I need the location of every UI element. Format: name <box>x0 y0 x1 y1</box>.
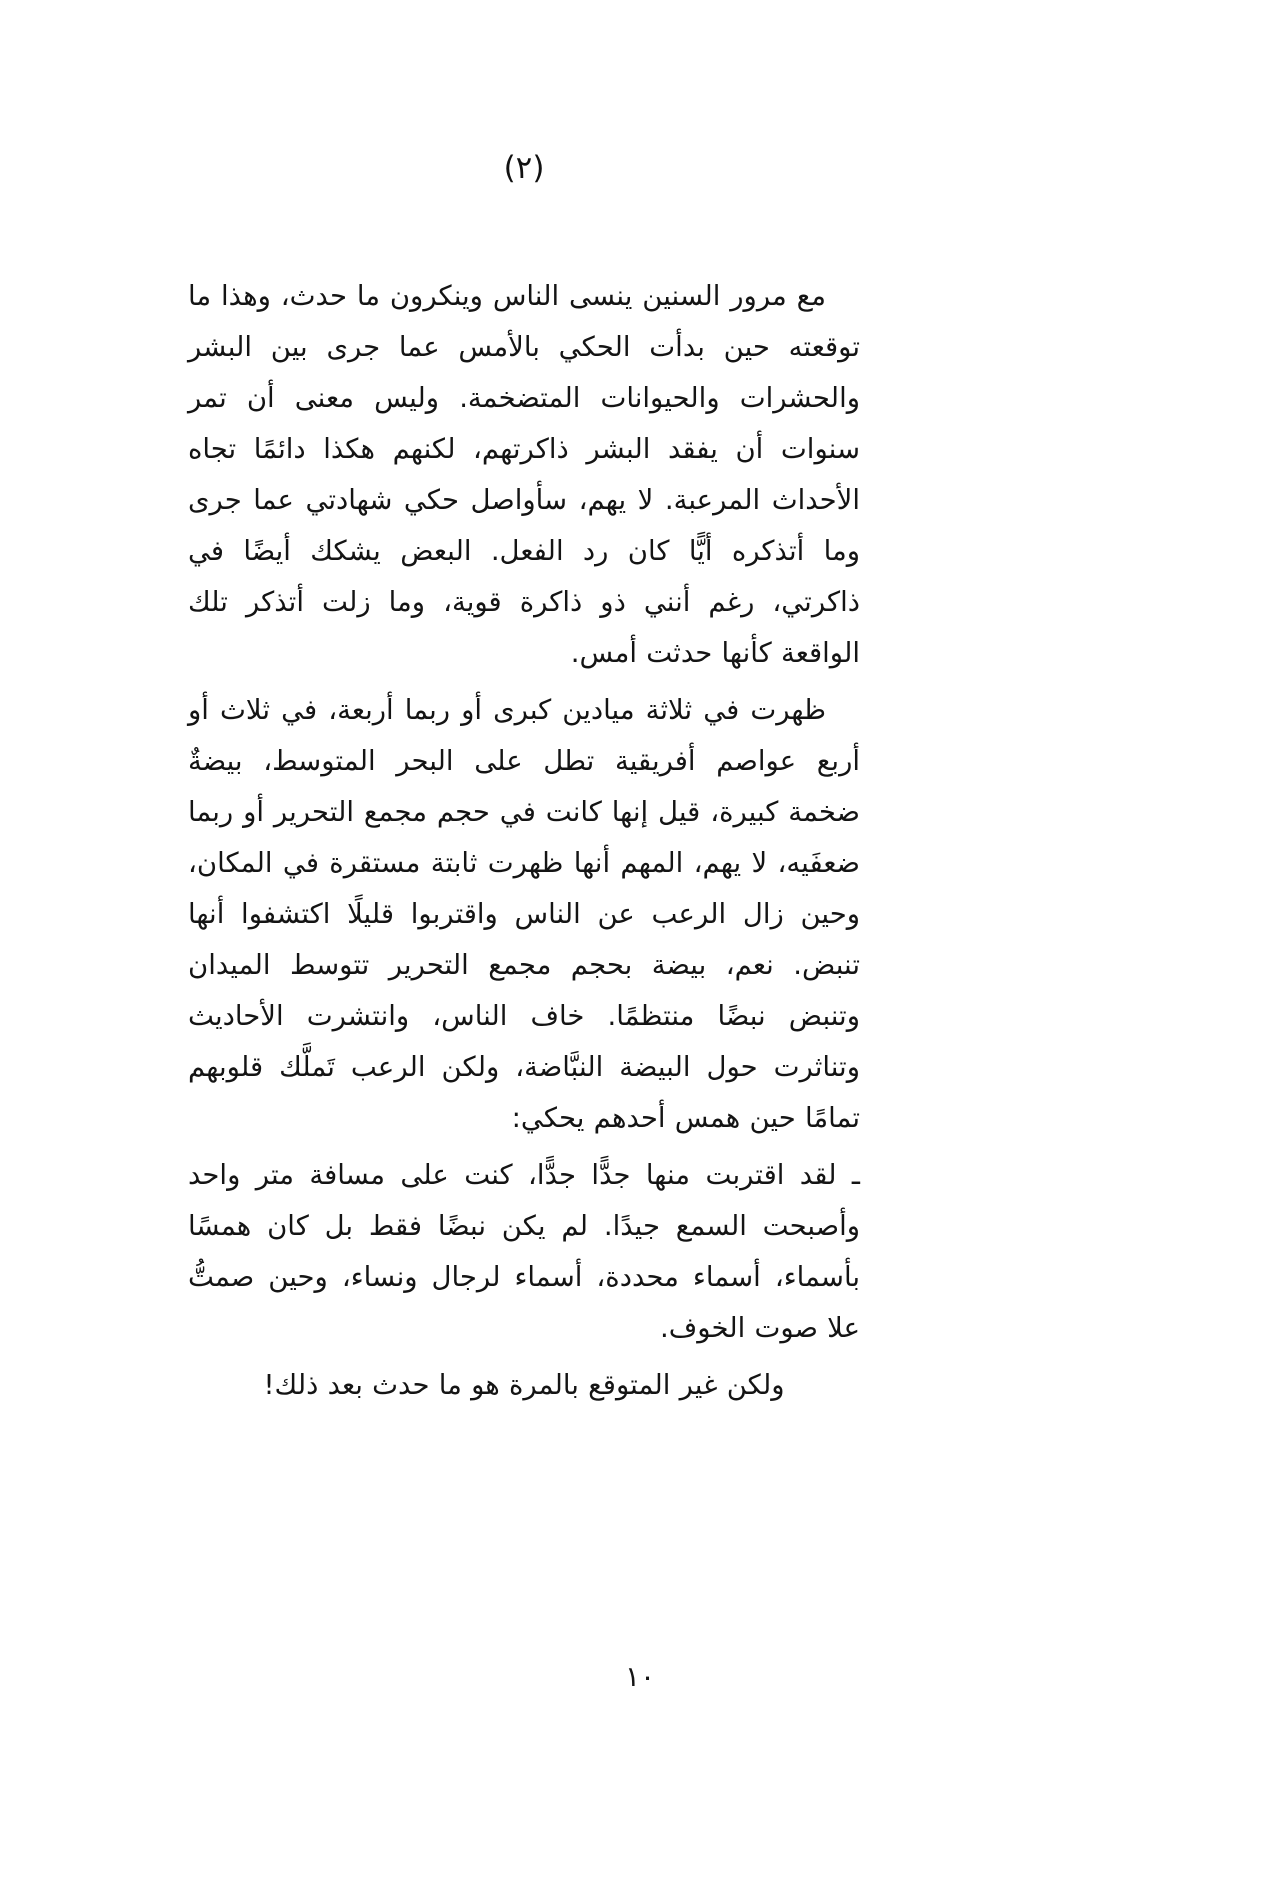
page-number: ١٠ <box>624 1660 656 1693</box>
closing-paragraph: ولكن غير المتوقع بالمرة هو ما حدث بعد ذلك! <box>263 1369 785 1402</box>
chapter-number-heading: (٢) <box>503 150 545 186</box>
page-content <box>188 150 860 1417</box>
dialogue-paragraph: ـ لقد اقتربت منها جدًّا جدًّا، كنت على مسافة متر واحد وأصبحت السمع جيدًا. لم يكن نبضًا فقط بل كان همسًا بأسماء، أسماء محددة، أسماء لرجال ونساء، وحين صمتُّ علا صوت الخوف. <box>188 1159 860 1345</box>
body-paragraph: ظهرت في ثلاثة ميادين كبرى أو ربما أربعة، في ثلاث أو أربع عواصم أفريقية تطل على البحر المتوسط، بيضةٌ ضخمة كبيرة، قيل إنها كانت في حجم مجمع التحرير أو ربما ضعفَيه، لا يهم، المهم أنها ظهرت ثابتة مستقرة في المكان، وحين زال الرعب عن الناس واقتربوا قليلًا اكتشفوا أنها تنبض. نعم، بيضة بحجم مجمع التحرير تتوسط الميدان وتنبض نبضًا منتظمًا. خاف الناس، وانتشرت الأحاديث وتناثرت حول البيضة النبَّاضة، ولكن الرعب تَملَّك قلوبهم تمامًا حين همس أحدهم يحكي: <box>188 694 860 1135</box>
body-paragraph: مع مرور السنين ينسى الناس وينكرون ما حدث، وهذا ما توقعته حين بدأت الحكي بالأمس عما جرى بين البشر والحشرات والحيوانات المتضخمة. وليس معنى أن تمر سنوات أن يفقد البشر ذاكرتهم، لكنهم هكذا دائمًا تجاه الأحداث المرعبة. لا يهم، سأواصل حكي شهادتي عما جرى وما أتذكره أيًّا كان رد الفعل. البعض يشكك أيضًا في ذاكرتي، رغم أنني ذو ذاكرة قوية، وما زلت أتذكر تلك الواقعة كأنها حدثت أمس. <box>188 280 860 670</box>
